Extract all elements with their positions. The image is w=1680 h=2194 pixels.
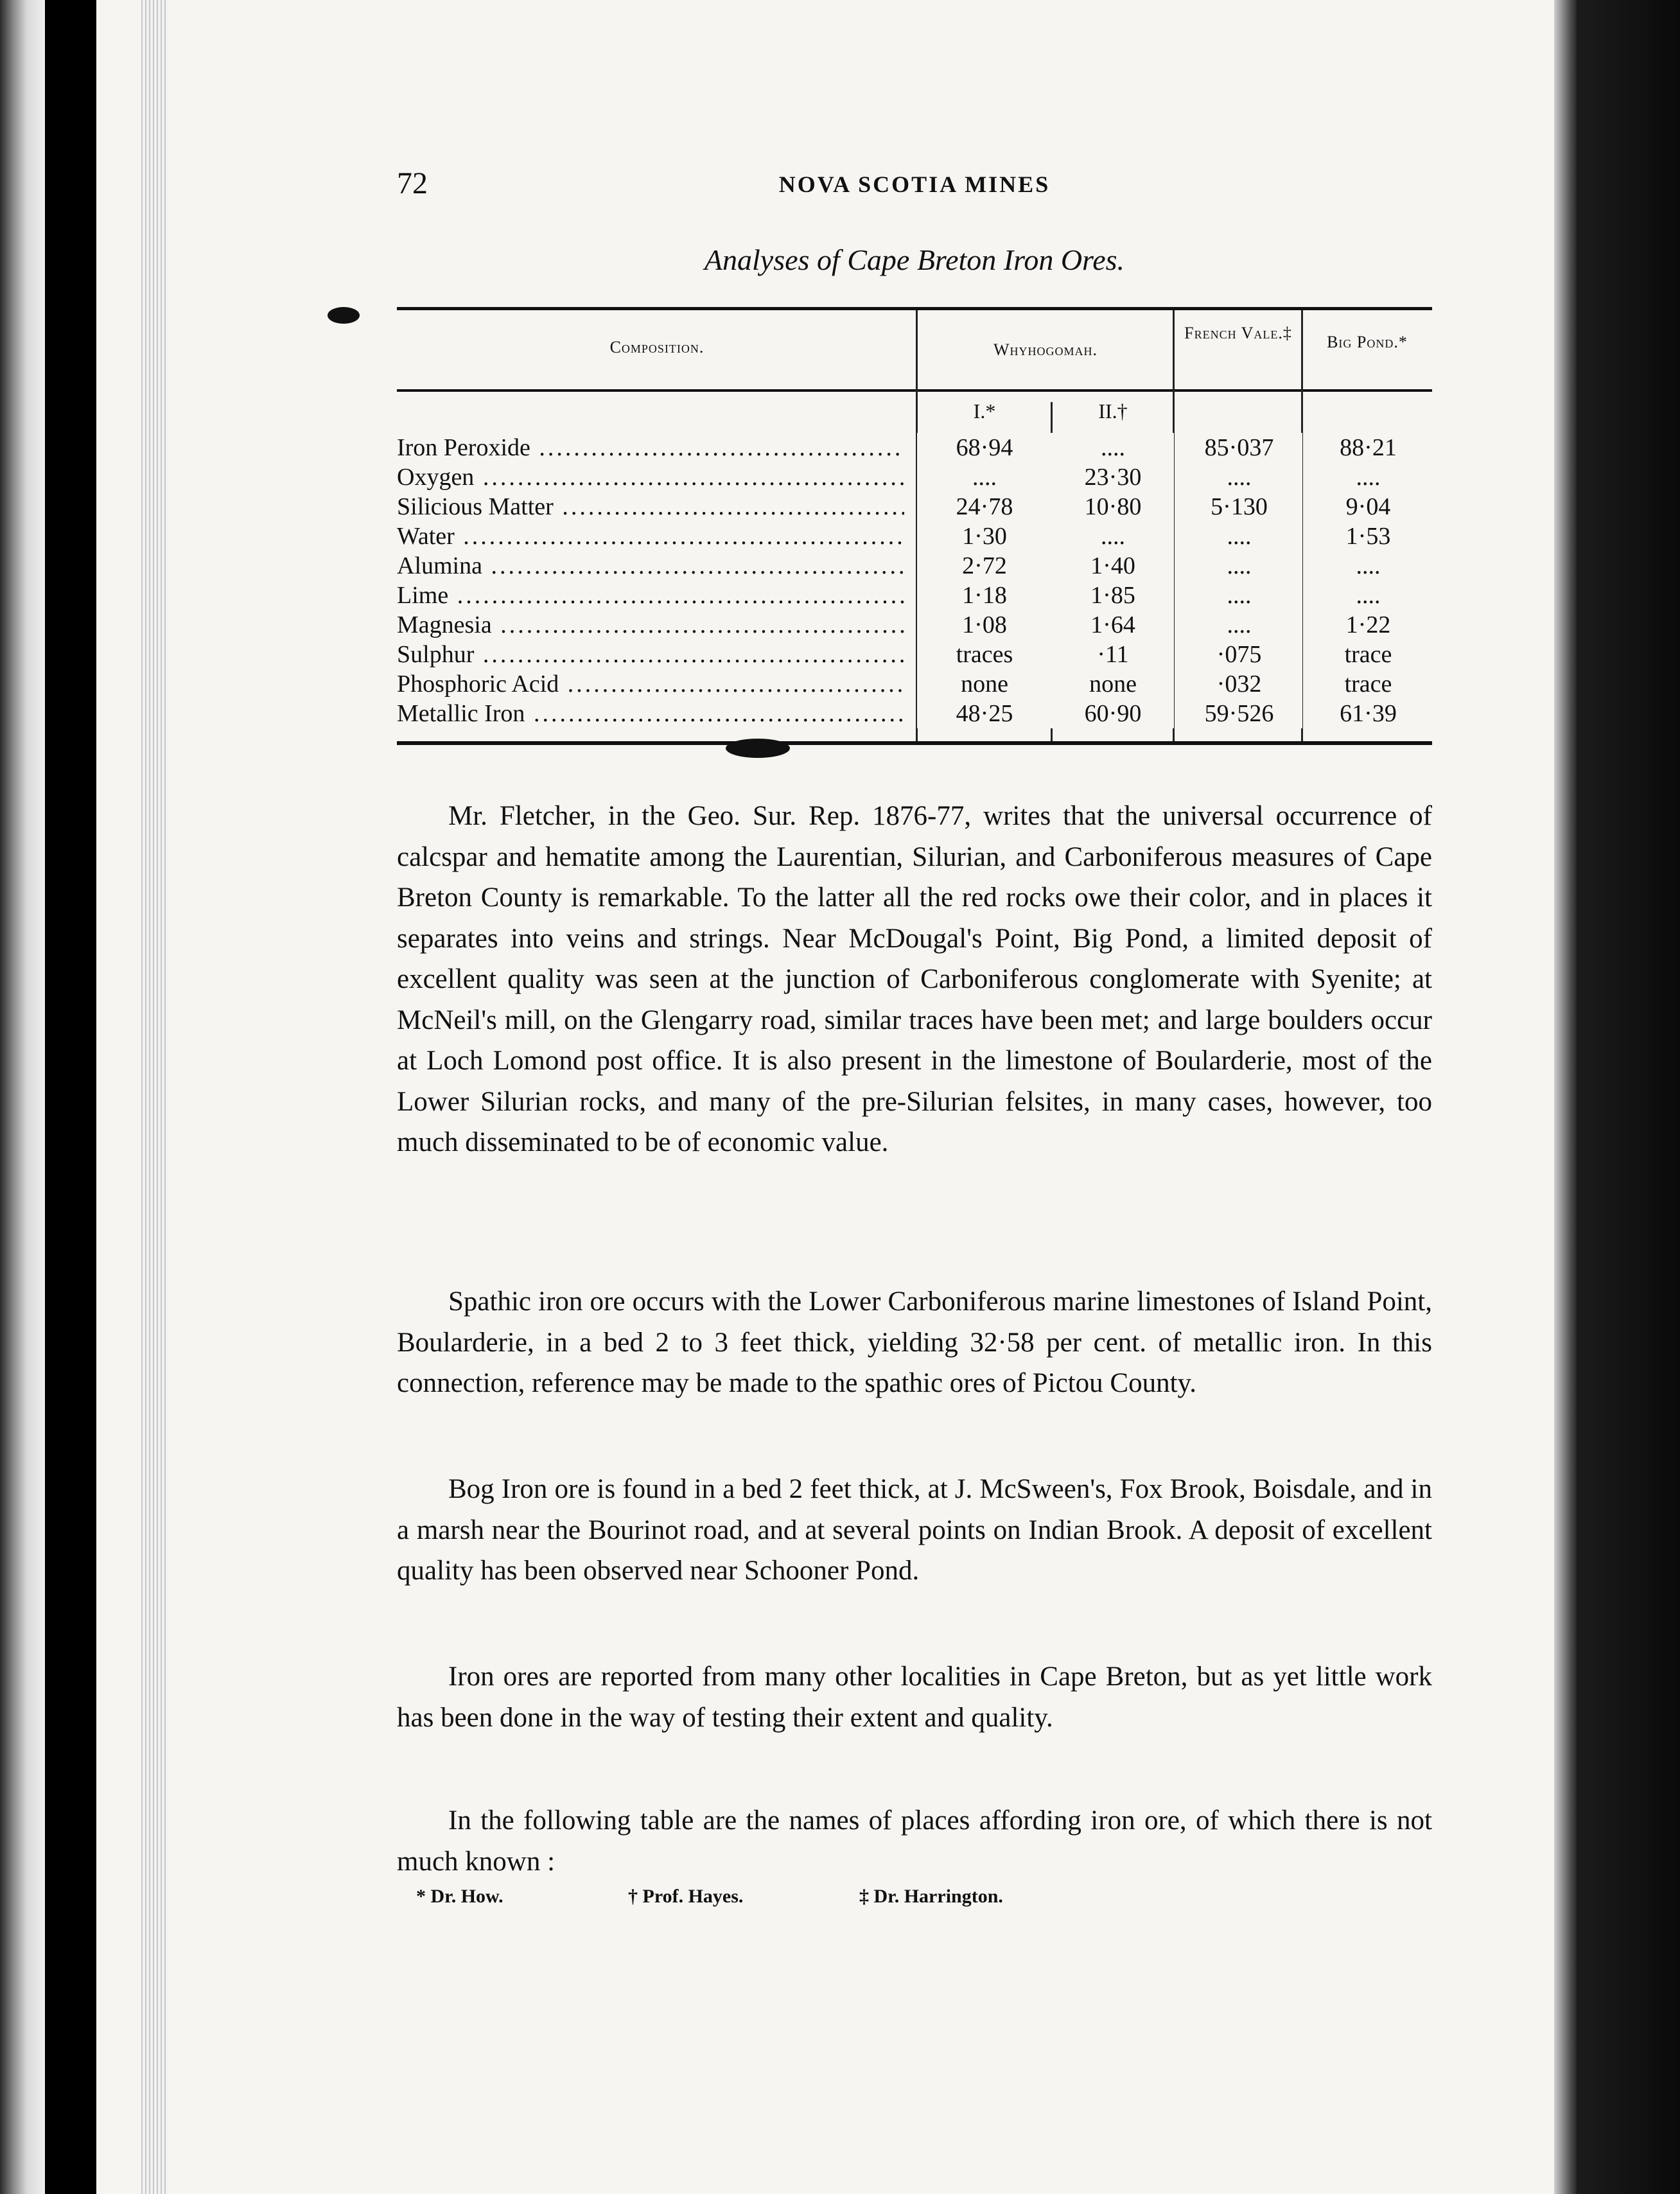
cell-whyhogomah-2: .... [1052, 522, 1174, 551]
cell-big-pond: trace [1304, 640, 1432, 669]
body-paragraph: Mr. Fletcher, in the Geo. Sur. Rep. 1876-77, writes that the universal occurrence of calcspar and hematite among the Laurentian, Silurian, and Carboniferous measures of Cape Breton County is remarkable. To the latter all the red rocks owe their color, and in places it separates into veins and strings. Near McDougal's Point, Big Pond, a limited deposit of excellent quality was seen at the junction of Carboniferous conglomerate with Syenite; at McNeil's mill, on the Glengarry road, similar traces have been met; and large boulders occur at Loch Lomond post office. It is also present in the limestone of Boularderie, most of the Lower Silurian rocks, and many of the pre-Silurian felsites, in many cases, however, too much disseminated to be of economic value. [397, 801, 1432, 1157]
cell-whyhogomah-2: .... [1052, 433, 1174, 462]
cell-whyhogomah-1: 68·94 [917, 433, 1052, 462]
body-paragraph: Bog Iron ore is found in a bed 2 feet thick, at J. McSween's, Fox Brook, Boisdale, and in a marsh near the Bourinot road, and at several points on Indian Brook. A deposit of excellent quality has been observed near Schooner Pond. [397, 1474, 1432, 1586]
row-label: Silicious Matter ..... [397, 492, 904, 522]
book-spine-edge [0, 0, 45, 2194]
cell-french-vale: 85·037 [1176, 433, 1302, 462]
cell-french-vale: ·032 [1176, 669, 1302, 699]
row-label: Water ..... [397, 522, 904, 551]
row-label: Phosphoric Acid ..... [397, 669, 904, 699]
cell-whyhogomah-2: none [1052, 669, 1174, 699]
cell-whyhogomah-2: 1·64 [1052, 610, 1174, 640]
row-label: Iron Peroxide ..... [397, 433, 904, 462]
row-label: Lime ..... [397, 581, 904, 610]
table-row [397, 610, 1432, 640]
row-label: Oxygen ..... [397, 462, 904, 492]
cell-french-vale: .... [1176, 551, 1302, 581]
cell-whyhogomah-1: traces [917, 640, 1052, 669]
row-label: Alumina ..... [397, 551, 904, 581]
body-paragraph: Iron ores are reported from many other localities in Cape Breton, but as yet little work has been done in the way of testing their extent and quality. [397, 1662, 1432, 1733]
cell-french-vale: 5·130 [1176, 492, 1302, 522]
cell-whyhogomah-1: 1·18 [917, 581, 1052, 610]
cell-whyhogomah-1: 24·78 [917, 492, 1052, 522]
table-row [397, 551, 1432, 581]
footnote: * Dr. How. [416, 1886, 503, 1907]
table-row [397, 699, 1432, 728]
table-top-rule [397, 307, 1432, 310]
table-row [397, 522, 1432, 551]
cell-big-pond: trace [1304, 669, 1432, 699]
cell-whyhogomah-1: 2·72 [917, 551, 1052, 581]
cell-whyhogomah-2: 1·40 [1052, 551, 1174, 581]
table-row [397, 640, 1432, 669]
table-row [397, 669, 1432, 699]
page-header [397, 166, 1432, 211]
table-row [397, 581, 1432, 610]
column-header-whyhogomah: Whyhogomah. [993, 340, 1098, 359]
cell-french-vale: .... [1176, 522, 1302, 551]
page-number: 72 [397, 166, 428, 200]
table-row [397, 492, 1432, 522]
column-header-french-vale: French Vale.‡ [1184, 324, 1292, 342]
cell-french-vale: .... [1176, 610, 1302, 640]
footnote: † Prof. Hayes. [628, 1886, 744, 1907]
cell-french-vale: .... [1176, 462, 1302, 492]
cell-french-vale: 59·526 [1176, 699, 1302, 728]
row-label: Magnesia ..... [397, 610, 904, 640]
cell-big-pond: 61·39 [1304, 699, 1432, 728]
cell-whyhogomah-2: 10·80 [1052, 492, 1174, 522]
subheader-sample-2: II.† [1098, 399, 1128, 423]
cell-french-vale: .... [1176, 581, 1302, 610]
cell-whyhogomah-1: 1·30 [917, 522, 1052, 551]
cell-whyhogomah-1: 1·08 [917, 610, 1052, 640]
cell-big-pond: 9·04 [1304, 492, 1432, 522]
footnotes [416, 1886, 1251, 1918]
cell-big-pond: .... [1304, 462, 1432, 492]
table-row [397, 433, 1432, 462]
row-label: Sulphur ..... [397, 640, 904, 669]
body-paragraph: Spathic iron ore occurs with the Lower Carboniferous marine limestones of Island Point, Boularderie, in a bed 2 to 3 feet thick, yielding 32·58 per cent. of metallic iron. In this connection, reference may be made to the spathic ores of Pictou County. [397, 1286, 1432, 1398]
cell-whyhogomah-1: .... [917, 462, 1052, 492]
table-header-rule [397, 389, 1432, 392]
cell-french-vale: ·075 [1176, 640, 1302, 669]
cell-whyhogomah-2: 60·90 [1052, 699, 1174, 728]
table-bottom-rule [397, 741, 1432, 745]
column-header-big-pond: Big Pond.* [1327, 333, 1408, 351]
page-stack-edge [141, 0, 167, 2194]
running-head: NOVA SCOTIA MINES [778, 171, 1051, 197]
cell-big-pond: 88·21 [1304, 433, 1432, 462]
cell-whyhogomah-2: 1·85 [1052, 581, 1174, 610]
cell-whyhogomah-2: 23·30 [1052, 462, 1174, 492]
cell-whyhogomah-1: none [917, 669, 1052, 699]
cell-whyhogomah-2: ·11 [1052, 640, 1174, 669]
analysis-table [397, 307, 1432, 750]
body-paragraph: In the following table are the names of places affording iron ore, of which there is not much known : [397, 1805, 1432, 1877]
column-header-composition: Composition. [609, 338, 704, 356]
cell-big-pond: 1·53 [1304, 522, 1432, 551]
cell-big-pond: 1·22 [1304, 610, 1432, 640]
subheader-sample-1: I.* [973, 399, 996, 423]
scan-background [1577, 0, 1680, 2194]
ink-blot [726, 739, 790, 758]
page-fold-shadow [1554, 0, 1580, 2194]
row-label: Metallic Iron ..... [397, 699, 904, 728]
footnote: ‡ Dr. Harrington. [859, 1886, 1003, 1907]
table-title: Analyses of Cape Breton Iron Ores. [704, 243, 1125, 276]
table-row [397, 462, 1432, 492]
cell-big-pond: .... [1304, 581, 1432, 610]
ink-blot [328, 307, 360, 324]
cell-big-pond: .... [1304, 551, 1432, 581]
cell-whyhogomah-1: 48·25 [917, 699, 1052, 728]
